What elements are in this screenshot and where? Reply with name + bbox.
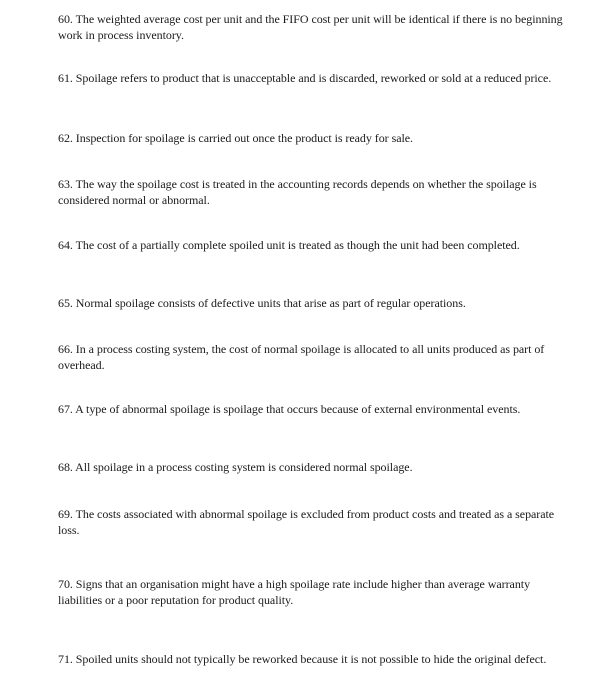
question-64: 64. The cost of a partially complete spoiled unit is treated as though the unit had been completed.: [58, 238, 520, 252]
question-70: 70. Signs that an organisation might have a high spoilage rate include higher than average warranty liabilities or a poor reputation for product quality.: [58, 577, 531, 607]
question-65: 65. Normal spoilage consists of defective units that arise as part of regular operations.: [58, 296, 466, 310]
question-71: 71. Spoiled units should not typically be reworked because it is not possible to hide the original defect.: [58, 652, 547, 666]
question-61: 61. Spoilage refers to product that is unacceptable and is discarded, reworked or sold at a reduced price.: [58, 71, 552, 85]
question-68: 68. All spoilage in a process costing system is considered normal spoilage.: [58, 460, 413, 474]
question-60: 60. The weighted average cost per unit and the FIFO cost per unit will be identical if there is no beginning work in process inventory.: [58, 12, 563, 42]
question-66: 66. In a process costing system, the cost of normal spoilage is allocated to all units produced as part of overhead.: [58, 342, 545, 372]
question-69: 69. The costs associated with abnormal spoilage is excluded from product costs and treated as a separate loss.: [58, 507, 555, 537]
question-62: 62. Inspection for spoilage is carried out once the product is ready for sale.: [58, 131, 413, 145]
question-63: 63. The way the spoilage cost is treated in the accounting records depends on whether the spoilage is considered normal or abnormal.: [58, 177, 537, 207]
question-67: 67. A type of abnormal spoilage is spoilage that occurs because of external environmental events.: [58, 402, 521, 416]
